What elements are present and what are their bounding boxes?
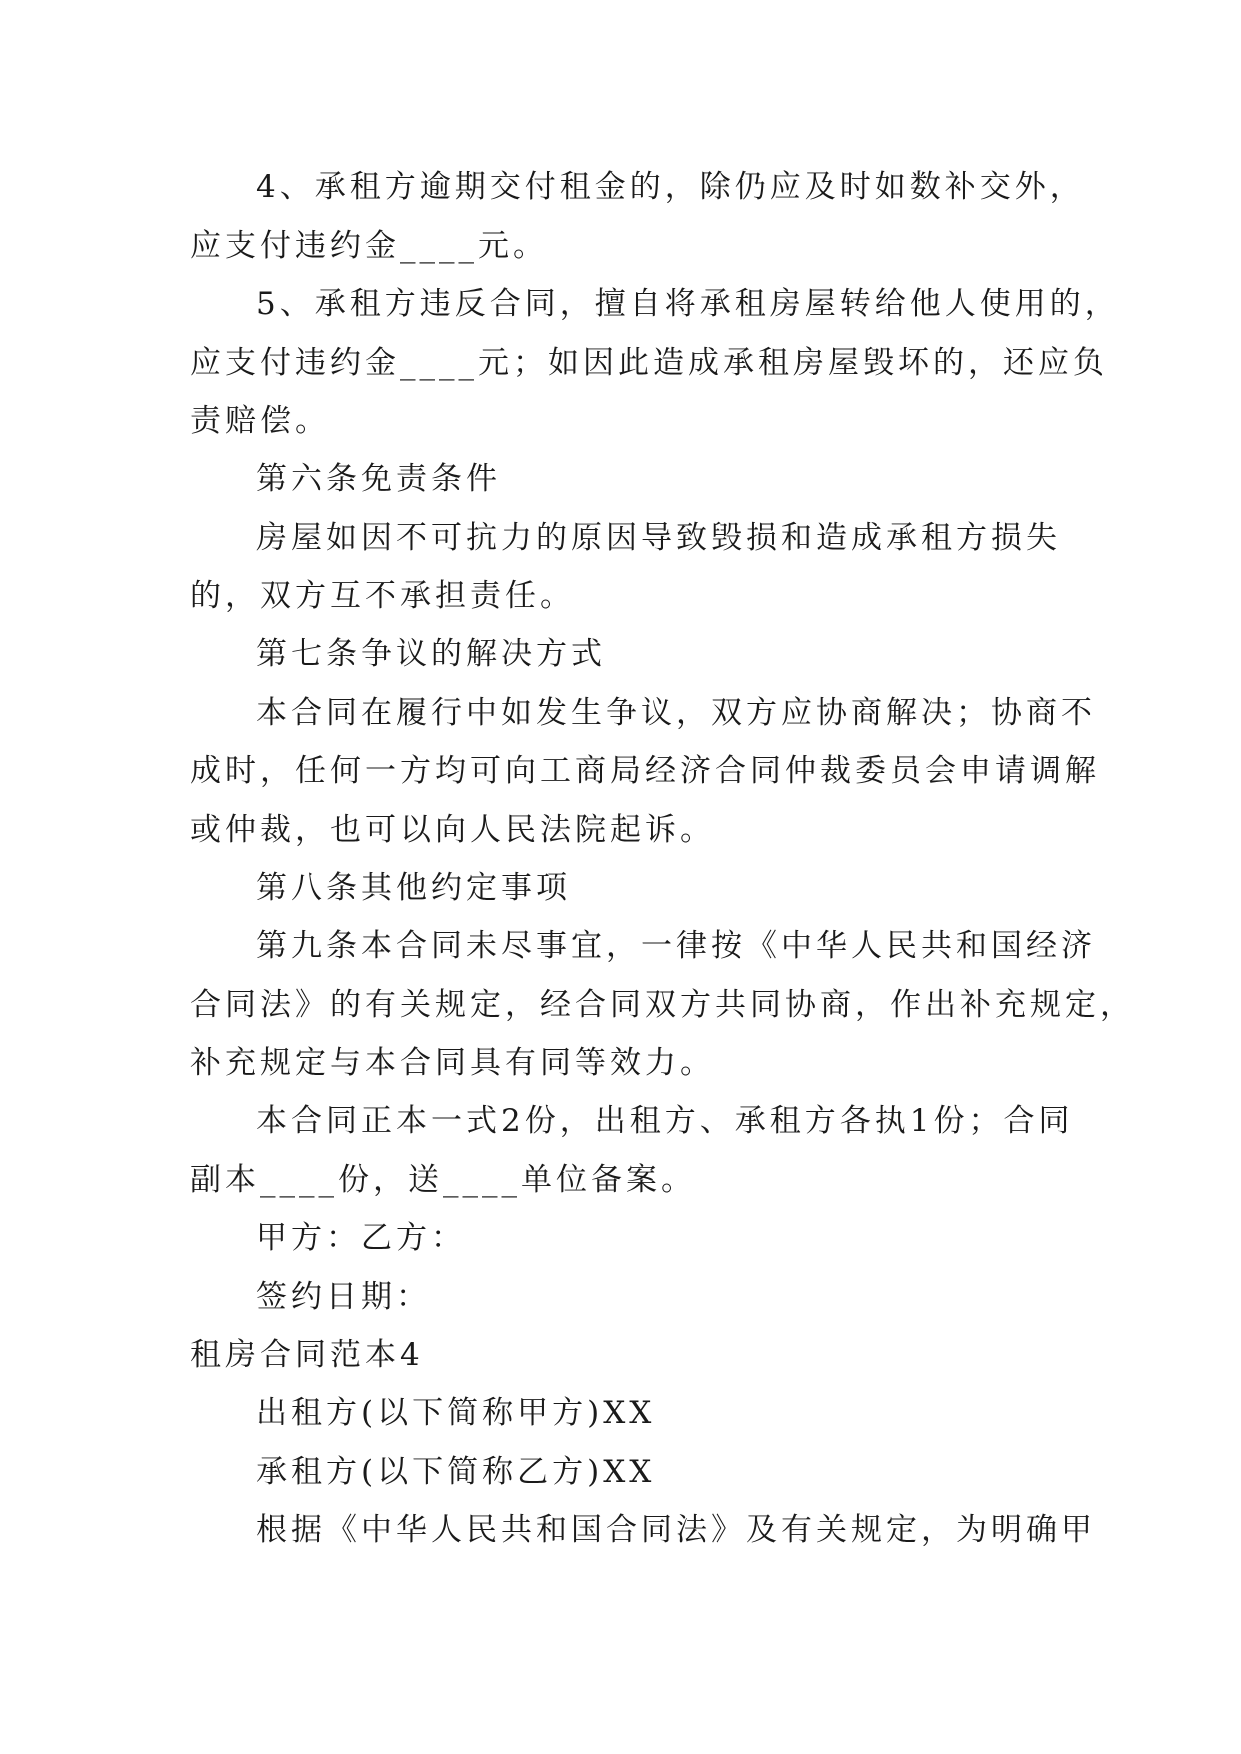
article-6-heading: 第六条免责条件 — [256, 461, 501, 497]
copies-line-2: 副本____份，送____单位备案。 — [190, 1162, 696, 1198]
signature-parties: 甲方：乙方： — [256, 1220, 466, 1256]
lessee-line: 承租方(以下简称乙方)XX — [256, 1454, 656, 1490]
article-6-line-2: 的，双方互不承担责任。 — [190, 578, 575, 614]
article-9-line-2: 合同法》的有关规定，经合同双方共同协商，作出补充规定， — [190, 987, 1135, 1023]
article-8-heading: 第八条其他约定事项 — [256, 870, 571, 906]
preamble-line-1: 根据《中华人民共和国合同法》及有关规定，为明确甲 — [256, 1512, 1096, 1548]
article-7-line-2: 成时，任何一方均可向工商局经济合同仲裁委员会申请调解 — [190, 753, 1100, 789]
clause-4-line-2: 应支付违约金____元。 — [190, 228, 548, 264]
clause-5-line-3: 责赔偿。 — [190, 403, 330, 439]
signing-date: 签约日期： — [256, 1279, 431, 1315]
article-9-line-3: 补充规定与本合同具有同等效力。 — [190, 1045, 715, 1081]
copies-line-1: 本合同正本一式2份，出租方、承租方各执1份；合同 — [256, 1103, 1074, 1139]
article-6-line-1: 房屋如因不可抗力的原因导致毁损和造成承租方损失 — [256, 520, 1061, 556]
lessor-line: 出租方(以下简称甲方)XX — [256, 1395, 656, 1431]
clause-4-line-1: 4、承租方逾期交付租金的，除仍应及时如数补交外， — [256, 169, 1085, 205]
article-7-heading: 第七条争议的解决方式 — [256, 636, 606, 672]
clause-5-line-2: 应支付违约金____元；如因此造成承租房屋毁坏的，还应负 — [190, 345, 1108, 381]
article-7-line-3: 或仲裁，也可以向人民法院起诉。 — [190, 812, 715, 848]
article-9-line-1: 第九条本合同未尽事宜，一律按《中华人民共和国经济 — [256, 928, 1096, 964]
clause-5-line-1: 5、承租方违反合同，擅自将承租房屋转给他人使用的， — [256, 286, 1120, 322]
article-7-line-1: 本合同在履行中如发生争议，双方应协商解决；协商不 — [256, 695, 1096, 731]
template-4-title: 租房合同范本4 — [190, 1337, 424, 1373]
